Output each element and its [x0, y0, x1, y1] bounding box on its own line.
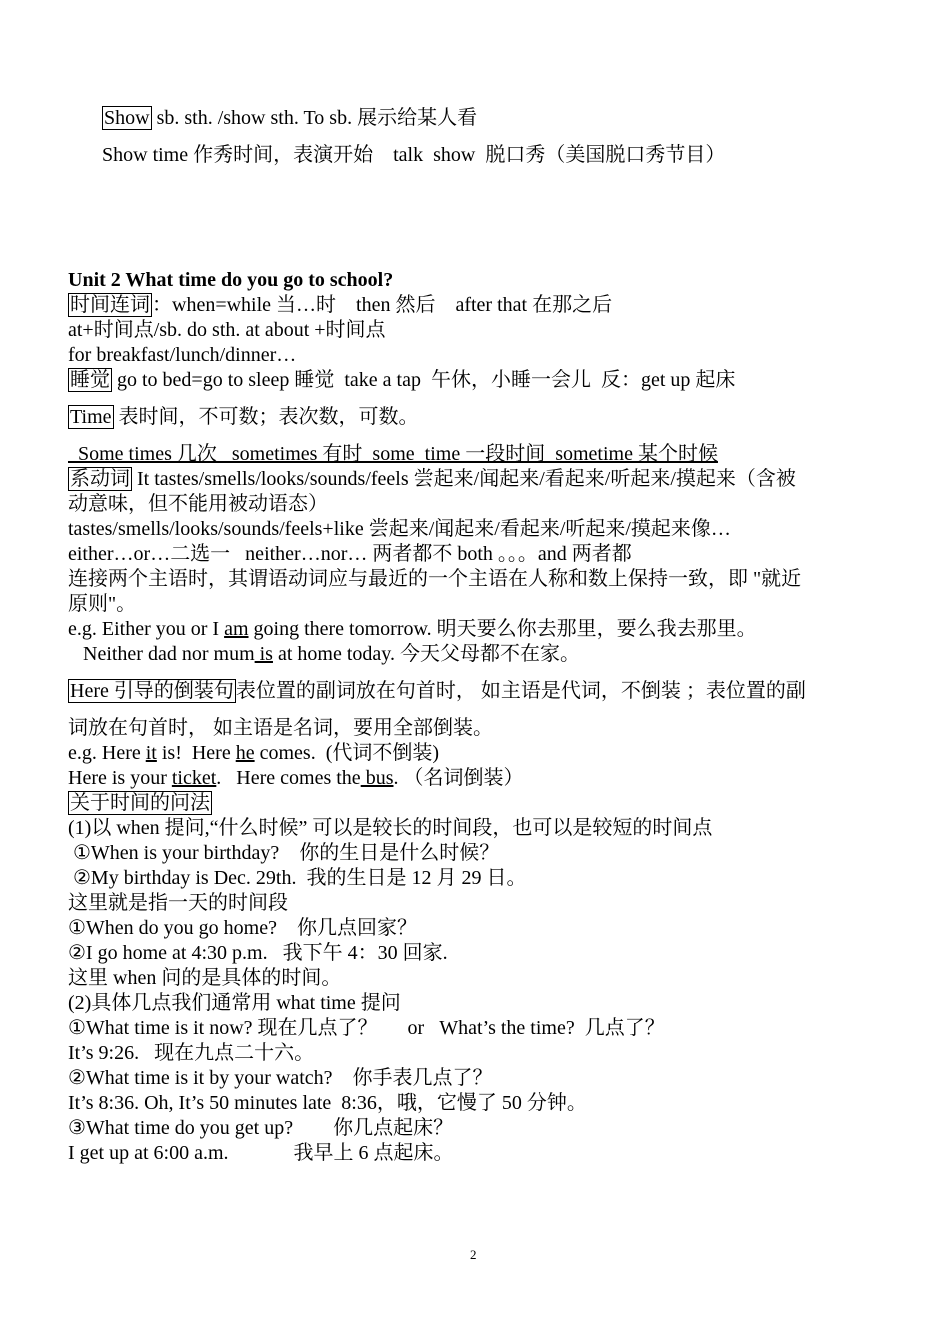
keyword-box: 时间连词	[70, 294, 150, 316]
keyword-box: 关于时间的问法	[70, 792, 210, 814]
example-line: Here is your ticket. Here comes the bus. （名词倒装）	[68, 767, 524, 789]
text-line: ②What time is it by your watch? 你手表几点了？	[68, 1067, 493, 1089]
text-line: for breakfast/lunch/dinner…	[68, 344, 297, 366]
keyword-box: Here 引导的倒装句	[70, 680, 234, 702]
keyword-box: Show	[104, 107, 150, 129]
example-line: e.g. Here it is! Here he comes. (代词不倒装)	[68, 742, 440, 764]
text-line: (1)以 when 提问,“什么时候” 可以是较长的时间段，也可以是较短的时间点	[68, 817, 713, 839]
text-line: ②My birthday is Dec. 29th. 我的生日是 12 月 29 日。	[68, 867, 527, 889]
sometimes-line: Some times 几次 sometimes 有时 some time 一段时间 sometime 某个时候	[68, 443, 718, 465]
text-line: It’s 9:26. 现在九点二十六。	[68, 1042, 315, 1064]
text-line: It’s 8:36. Oh, It’s 50 minutes late 8:36，哦，它慢了 50 分钟。	[68, 1092, 587, 1114]
text-line: either…or…二选一 neither…nor… 两者都不 both 。。。and 两者都	[68, 543, 632, 565]
text-line: 连接两个主语时，其谓语动词应与最近的一个主语在人称和数上保持一致，即 "就近	[68, 568, 802, 590]
unit-title: Unit 2 What time do you go to school?	[68, 269, 394, 291]
keyword-box: Time	[70, 406, 112, 428]
page-number: 2	[470, 1247, 477, 1262]
text-line: 这里 when 问的是具体的时间。	[68, 967, 342, 989]
time-line: Time 表时间，不可数；表次数，可数。	[70, 406, 419, 428]
example-line: e.g. Either you or I am going there tomorrow. 明天要么你去那里，要么我去那里。	[68, 618, 757, 640]
sleep-line: 睡觉 go to bed=go to sleep 睡觉 take a tap 午休，小睡一会儿 反：get up 起床	[70, 369, 736, 391]
inversion-line: Here 引导的倒装句 表位置的副词放在句首时， 如主语是代词，不倒装 ；表位置的副	[70, 680, 806, 702]
text-line: (2)具体几点我们通常用 what time 提问	[68, 992, 401, 1014]
show-heading: Show sb. sth. /show sth. To sb. 展示给某人看	[104, 107, 478, 129]
text-line: ②I go home at 4:30 p.m. 我下午 4：30 回家.	[68, 942, 448, 964]
text-line: ③What time do you get up? 你几点起床？	[68, 1117, 454, 1139]
show-time-line: Show time 作秀时间，表演开始 talk show 脱口秀（美国脱口秀节目）	[102, 144, 726, 166]
linking-verbs: 系动词 It tastes/smells/looks/sounds/feels 尝起来/闻起来/看起来/听起来/摸起来（含被	[70, 468, 796, 490]
text-line: 这里就是指一天的时间段	[68, 892, 288, 914]
text-line: tastes/smells/looks/sounds/feels+like 尝起来/闻起来/看起来/听起来/摸起来像…	[68, 518, 731, 540]
text-line: at+时间点/sb. do sth. at about +时间点	[68, 319, 386, 341]
keyword-box: 睡觉	[70, 369, 110, 391]
time-conjunctions: 时间连词 ：when=while 当…时 then 然后 after that 在那之后	[70, 294, 613, 316]
text-line: ①What time is it now? 现在几点了？ or What’s the time? 几点了？	[68, 1017, 665, 1039]
text-line: 原则"。	[68, 593, 137, 615]
text-line: 词放在句首时， 如主语是名词，要用全部倒装。	[68, 717, 493, 739]
keyword-box: 系动词	[70, 468, 130, 490]
text-line: I get up at 6:00 a.m. 我早上 6 点起床。	[68, 1142, 454, 1164]
text-line: ①When do you go home? 你几点回家？	[68, 917, 417, 939]
example-line: Neither dad nor mum is at home today. 今天父母都不在家。	[68, 643, 580, 665]
text-line: 动意味，但不能用被动语态）	[68, 493, 328, 515]
text-line: ①When is your birthday? 你的生日是什么时候？	[68, 842, 500, 864]
time-questions-heading	[68, 791, 212, 816]
